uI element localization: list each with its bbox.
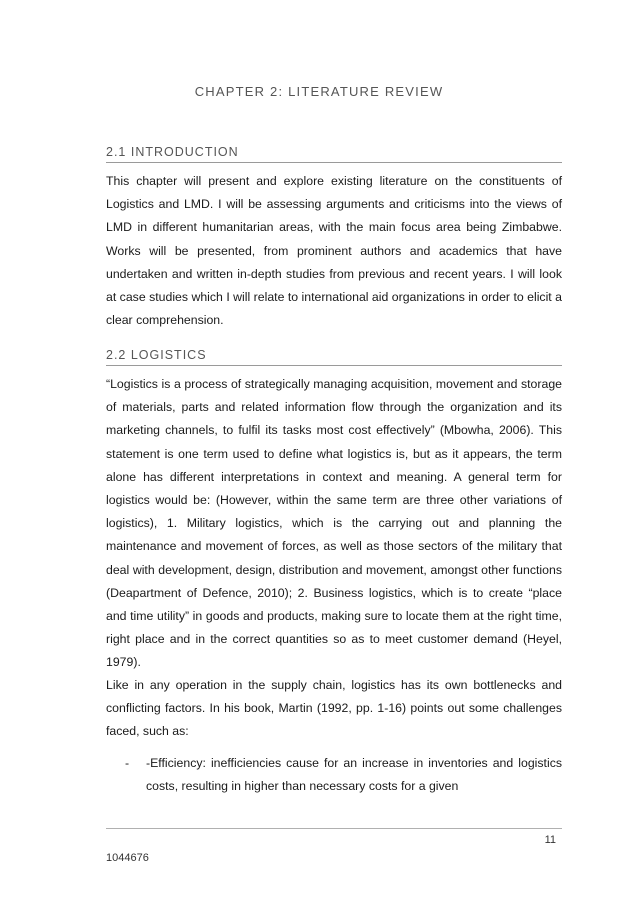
introduction-paragraph: This chapter will present and explore existing literature on the constituents of Logistics and LMD. I will be assessing arguments and criticisms into the views of LMD in different humanitarian areas, with the main focus area being Zimbabwe. Works will be presented, from prominent authors and academics that have undertaken and written in-depth studies from previous and recent years. I will look at case studies which I will relate to international aid organizations in order to elicit a clear comprehension. (106, 174, 562, 328)
logistics-definition-paragraph: “Logistics is a process of strategically managing acquisition, movement and storage of materials, parts and related information flow through the organization and its marketing channels, to fulfil its tasks most cost effectively” (Mbowha, 2006). This statement is one term used to define what logistics is, but as it appears, the term alone has different interpretations in context and meaning. A general term for logistics would be: (However, within the same term are three other variations of logistics), 1. Military logistics, which is the carrying out and planning the maintenance and movement of forces, as well as those sectors of the military that deal with development, design, distribution and movement, amongst other functions (Deapartment of Defence, 2010); 2. Business logistics, which is to create “place and time utility” in goods and products, making sure to locate them at the right time, right place and in the correct quantities so as to meet customer demand (Heyel, 1979). (106, 377, 562, 670)
bullet-marker: - (125, 756, 130, 770)
chapter-title: CHAPTER 2: LITERATURE REVIEW (194, 84, 444, 99)
logistics-challenges-paragraph: Like in any operation in the supply chain, logistics has its own bottlenecks and conflicting factors. In his book, Martin (1992, pp. 1-16) points out some challenges faced, such as: (106, 678, 562, 739)
section-heading-introduction: 2.1 INTRODUCTION (106, 145, 562, 163)
bullet-efficiency: -Efficiency: inefficiencies cause for an increase in inventories and logistics costs, resulting in higher than necessary costs for a given (146, 756, 562, 794)
footer-divider (106, 828, 562, 829)
section-heading-logistics: 2.2 LOGISTICS (106, 348, 562, 366)
page-number: 11 (544, 834, 556, 846)
student-id: 1044676 (106, 852, 149, 864)
